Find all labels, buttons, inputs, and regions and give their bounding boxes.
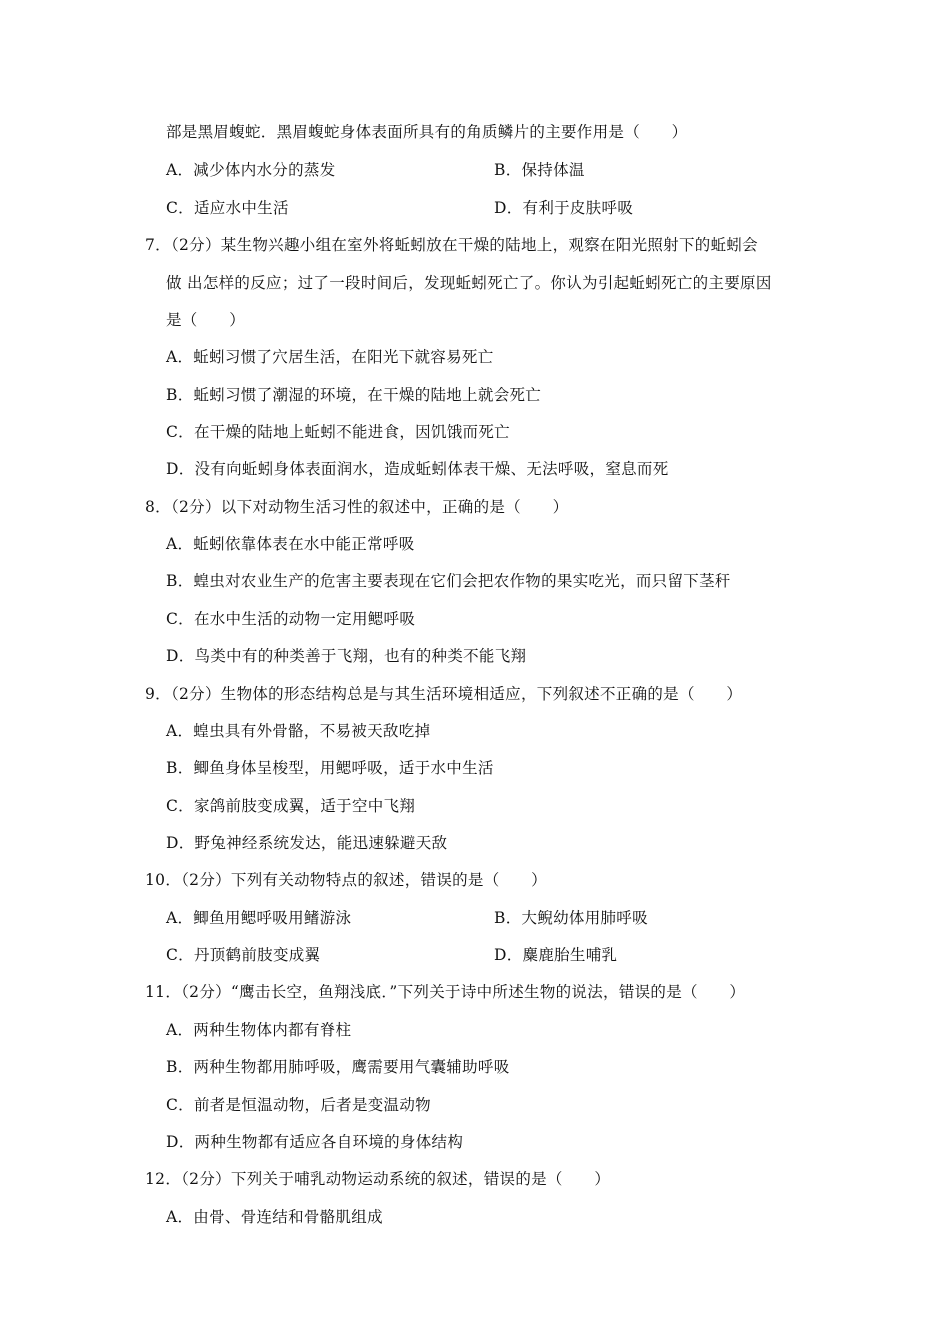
q8-stem: 8．（2分）以下对动物生活习性的叙述中，正确的是（ ） (145, 498, 569, 516)
q9-option-a[interactable]: A．蝗虫具有外骨骼，不易被天敌吃掉 (166, 722, 431, 740)
q7-option-c[interactable]: C．在干燥的陆地上蚯蚓不能进食，因饥饿而死亡 (166, 423, 510, 441)
q9-stem: 9．（2分）生物体的形态结构总是与其生活环境相适应，下列叙述不正确的是（ ） (145, 685, 743, 703)
q7-stem-line-3: 是（ ） (166, 311, 246, 329)
q6-option-b[interactable]: B．保持体温 (494, 161, 585, 179)
q7-stem-line-1: 7．（2分）某生物兴趣小组在室外将蚯蚓放在干燥的陆地上，观察在阳光照射下的蚯蚓会 (145, 236, 758, 254)
q11-option-a[interactable]: A．两种生物体内都有脊柱 (166, 1021, 352, 1039)
q9-option-c[interactable]: C．家鸽前肢变成翼，适于空中飞翔 (166, 797, 416, 815)
q6-stem-continuation: 部是黑眉蝮蛇．黑眉蝮蛇身体表面所具有的角质鳞片的主要作用是（ ） (166, 123, 688, 141)
q8-option-d[interactable]: D．鸟类中有的种类善于飞翔，也有的种类不能飞翔 (166, 647, 527, 665)
q12-stem: 12．（2分）下列关于哺乳动物运动系统的叙述，错误的是（ ） (145, 1170, 611, 1188)
q10-option-d[interactable]: D．麋鹿胎生哺乳 (494, 946, 618, 964)
q9-option-b[interactable]: B．鲫鱼身体呈梭型，用鳃呼吸，适于水中生活 (166, 759, 494, 777)
q6-option-c[interactable]: C．适应水中生活 (166, 199, 289, 217)
q7-option-a[interactable]: A．蚯蚓习惯了穴居生活，在阳光下就容易死亡 (166, 348, 494, 366)
q7-option-b[interactable]: B．蚯蚓习惯了潮湿的环境，在干燥的陆地上就会死亡 (166, 386, 542, 404)
q10-option-b[interactable]: B．大鲵幼体用肺呼吸 (494, 909, 648, 927)
q10-stem: 10．（2分）下列有关动物特点的叙述，错误的是（ ） (145, 871, 547, 889)
q10-option-a[interactable]: A．鲫鱼用鳃呼吸用鳍游泳 (166, 909, 352, 927)
q8-option-a[interactable]: A．蚯蚓依靠体表在水中能正常呼吸 (166, 535, 415, 553)
q6-option-d[interactable]: D．有利于皮肤呼吸 (494, 199, 634, 217)
q7-stem-line-2: 做 出怎样的反应；过了一段时间后，发现蚯蚓死亡了。你认为引起蚯蚓死亡的主要原因 (166, 274, 772, 292)
q11-option-d[interactable]: D．两种生物都有适应各自环境的身体结构 (166, 1133, 464, 1151)
q11-option-c[interactable]: C．前者是恒温动物，后者是变温动物 (166, 1096, 431, 1114)
q7-option-d[interactable]: D．没有向蚯蚓身体表面润水，造成蚯蚓体表干燥、无法呼吸，窒息而死 (166, 460, 669, 478)
q8-option-b[interactable]: B．蝗虫对农业生产的危害主要表现在它们会把农作物的果实吃光，而只留下茎秆 (166, 572, 731, 590)
q10-option-c[interactable]: C．丹顶鹤前肢变成翼 (166, 946, 321, 964)
q6-option-a[interactable]: A．减少体内水分的蒸发 (166, 161, 336, 179)
q11-stem: 11．（2分）“鹰击长空，鱼翔浅底．”下列关于诗中所述生物的说法，错误的是（ ） (145, 983, 746, 1001)
q9-option-d[interactable]: D．野兔神经系统发达，能迅速躲避天敌 (166, 834, 448, 852)
q12-option-a[interactable]: A．由骨、骨连结和骨骼肌组成 (166, 1208, 383, 1226)
q8-option-c[interactable]: C．在水中生活的动物一定用鳃呼吸 (166, 610, 416, 628)
q11-option-b[interactable]: B．两种生物都用肺呼吸，鹰需要用气囊辅助呼吸 (166, 1058, 510, 1076)
